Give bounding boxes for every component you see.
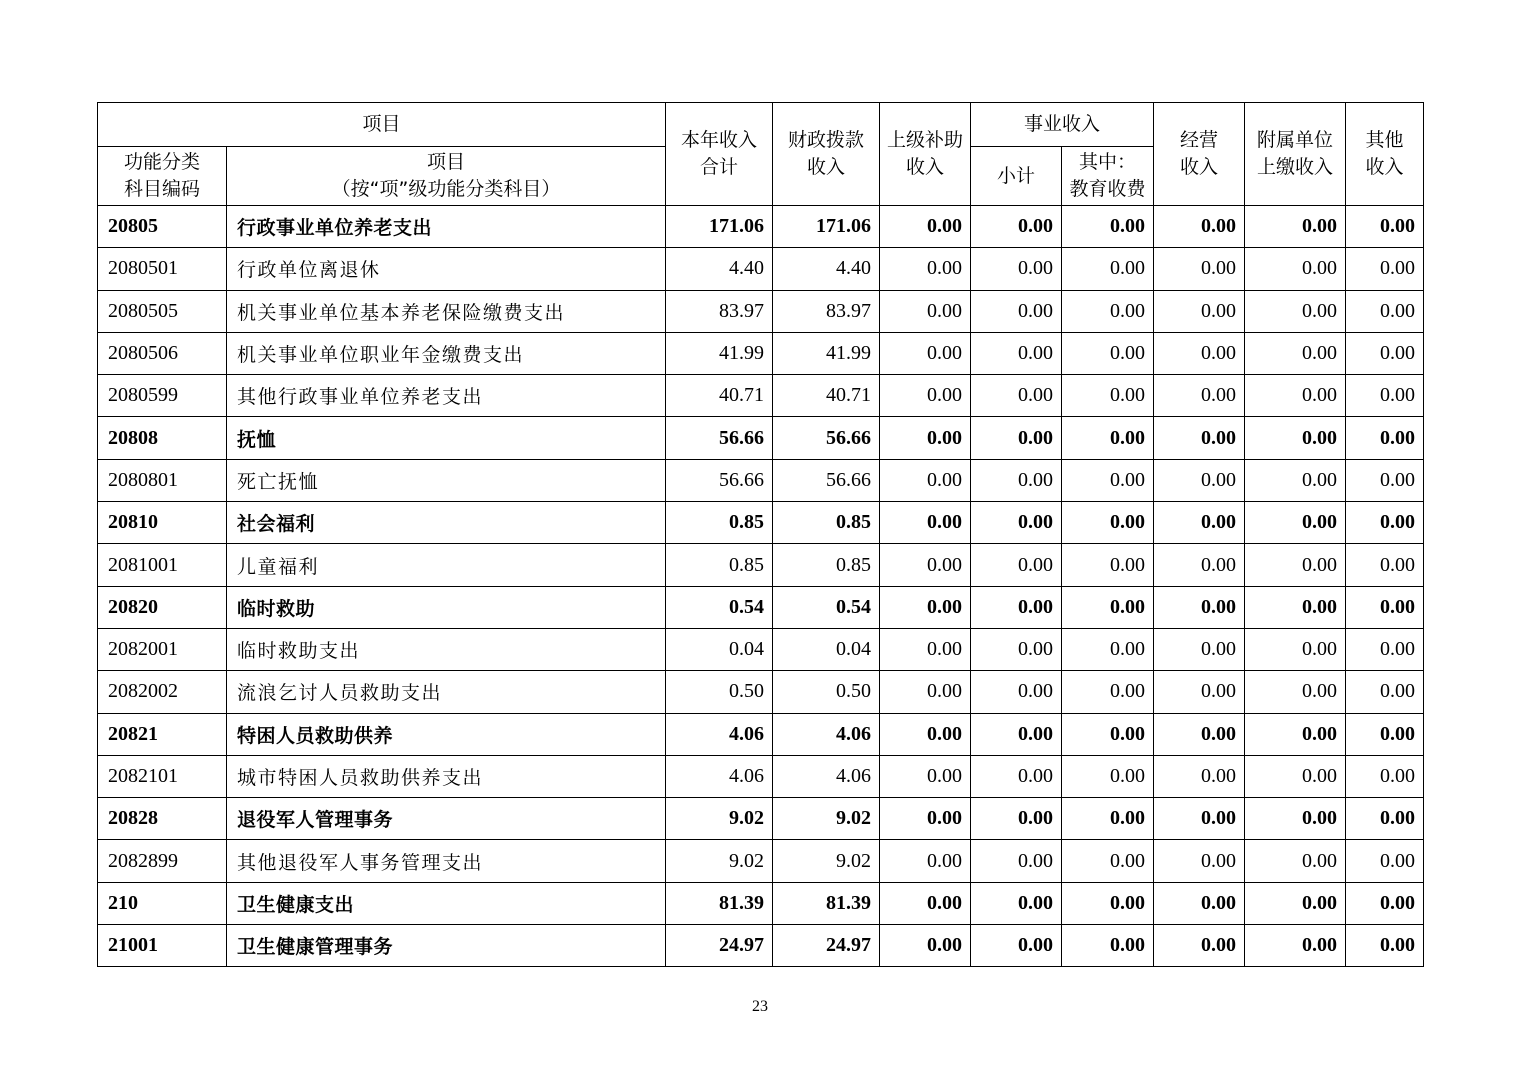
cell-other-income: 0.00 (1346, 755, 1424, 797)
table-row (98, 544, 1424, 586)
cell-item-name: 死亡抚恤 (227, 459, 666, 501)
cell-education-fees: 0.00 (1062, 459, 1154, 501)
header-code: 功能分类 科目编码 (98, 147, 227, 206)
table-row (98, 713, 1424, 755)
cell-fiscal-appropriation: 0.50 (773, 671, 880, 713)
cell-total-income: 41.99 (666, 332, 773, 374)
cell-item-name: 流浪乞讨人员救助支出 (227, 671, 666, 713)
cell-code: 210 (98, 882, 227, 924)
page-number: 23 (752, 998, 768, 1015)
cell-affiliate-income: 0.00 (1245, 502, 1346, 544)
cell-business-subtotal: 0.00 (971, 671, 1062, 713)
cell-other-income: 0.00 (1346, 248, 1424, 290)
cell-superior-subsidy: 0.00 (880, 798, 971, 840)
cell-total-income: 4.06 (666, 755, 773, 797)
cell-total-income: 171.06 (666, 206, 773, 248)
cell-superior-subsidy: 0.00 (880, 290, 971, 332)
cell-affiliate-income: 0.00 (1245, 755, 1346, 797)
cell-business-subtotal: 0.00 (971, 882, 1062, 924)
cell-total-income: 4.06 (666, 713, 773, 755)
cell-other-income: 0.00 (1346, 840, 1424, 882)
cell-business-subtotal: 0.00 (971, 206, 1062, 248)
cell-fiscal-appropriation: 56.66 (773, 459, 880, 501)
cell-code: 2082002 (98, 671, 227, 713)
cell-other-income: 0.00 (1346, 925, 1424, 967)
table-body (98, 206, 1424, 967)
cell-education-fees: 0.00 (1062, 290, 1154, 332)
cell-total-income: 56.66 (666, 417, 773, 459)
table-row (98, 417, 1424, 459)
cell-education-fees: 0.00 (1062, 882, 1154, 924)
cell-business-subtotal: 0.00 (971, 925, 1062, 967)
cell-code: 2082001 (98, 628, 227, 670)
cell-other-income: 0.00 (1346, 206, 1424, 248)
cell-other-income: 0.00 (1346, 502, 1424, 544)
cell-other-income: 0.00 (1346, 544, 1424, 586)
cell-total-income: 9.02 (666, 798, 773, 840)
cell-affiliate-income: 0.00 (1245, 248, 1346, 290)
cell-education-fees: 0.00 (1062, 755, 1154, 797)
cell-total-income: 83.97 (666, 290, 773, 332)
cell-affiliate-income: 0.00 (1245, 840, 1346, 882)
cell-other-income: 0.00 (1346, 459, 1424, 501)
cell-operating-income: 0.00 (1154, 840, 1245, 882)
cell-business-subtotal: 0.00 (971, 544, 1062, 586)
cell-education-fees: 0.00 (1062, 925, 1154, 967)
cell-affiliate-income: 0.00 (1245, 544, 1346, 586)
cell-total-income: 9.02 (666, 840, 773, 882)
header-fiscal-appropriation: 财政拨款 收入 (773, 103, 880, 206)
header-affiliate-income: 附属单位 上缴收入 (1245, 103, 1346, 206)
cell-superior-subsidy: 0.00 (880, 248, 971, 290)
cell-item-name: 其他退役军人事务管理支出 (227, 840, 666, 882)
cell-superior-subsidy: 0.00 (880, 375, 971, 417)
cell-total-income: 24.97 (666, 925, 773, 967)
cell-business-subtotal: 0.00 (971, 248, 1062, 290)
cell-education-fees: 0.00 (1062, 417, 1154, 459)
cell-operating-income: 0.00 (1154, 544, 1245, 586)
cell-item-name: 儿童福利 (227, 544, 666, 586)
cell-item-name: 其他行政事业单位养老支出 (227, 375, 666, 417)
table-row (98, 332, 1424, 374)
cell-business-subtotal: 0.00 (971, 628, 1062, 670)
cell-affiliate-income: 0.00 (1245, 798, 1346, 840)
cell-item-name: 机关事业单位基本养老保险缴费支出 (227, 290, 666, 332)
cell-fiscal-appropriation: 0.54 (773, 586, 880, 628)
table-row (98, 798, 1424, 840)
cell-item-name: 临时救助支出 (227, 628, 666, 670)
cell-fiscal-appropriation: 171.06 (773, 206, 880, 248)
cell-total-income: 81.39 (666, 882, 773, 924)
cell-affiliate-income: 0.00 (1245, 925, 1346, 967)
cell-code: 2081001 (98, 544, 227, 586)
table-row (98, 671, 1424, 713)
cell-item-name: 机关事业单位职业年金缴费支出 (227, 332, 666, 374)
table-row (98, 586, 1424, 628)
cell-business-subtotal: 0.00 (971, 586, 1062, 628)
cell-affiliate-income: 0.00 (1245, 713, 1346, 755)
cell-code: 2080599 (98, 375, 227, 417)
cell-other-income: 0.00 (1346, 798, 1424, 840)
cell-operating-income: 0.00 (1154, 586, 1245, 628)
cell-operating-income: 0.00 (1154, 671, 1245, 713)
cell-code: 20828 (98, 798, 227, 840)
cell-operating-income: 0.00 (1154, 882, 1245, 924)
cell-item-name: 行政单位离退休 (227, 248, 666, 290)
table-row (98, 206, 1424, 248)
cell-business-subtotal: 0.00 (971, 798, 1062, 840)
cell-item-name: 临时救助 (227, 586, 666, 628)
table-row (98, 882, 1424, 924)
cell-fiscal-appropriation: 56.66 (773, 417, 880, 459)
cell-total-income: 0.85 (666, 544, 773, 586)
cell-operating-income: 0.00 (1154, 248, 1245, 290)
header-subtotal: 小计 (971, 147, 1062, 206)
table-row (98, 628, 1424, 670)
cell-education-fees: 0.00 (1062, 586, 1154, 628)
cell-business-subtotal: 0.00 (971, 840, 1062, 882)
cell-operating-income: 0.00 (1154, 332, 1245, 374)
cell-operating-income: 0.00 (1154, 375, 1245, 417)
cell-fiscal-appropriation: 9.02 (773, 840, 880, 882)
cell-code: 2082101 (98, 755, 227, 797)
cell-item-name: 特困人员救助供养 (227, 713, 666, 755)
table-row (98, 840, 1424, 882)
cell-code: 20821 (98, 713, 227, 755)
cell-fiscal-appropriation: 4.40 (773, 248, 880, 290)
cell-total-income: 40.71 (666, 375, 773, 417)
cell-affiliate-income: 0.00 (1245, 671, 1346, 713)
cell-code: 20808 (98, 417, 227, 459)
cell-education-fees: 0.00 (1062, 713, 1154, 755)
cell-fiscal-appropriation: 0.04 (773, 628, 880, 670)
header-superior-subsidy: 上级补助 收入 (880, 103, 971, 206)
cell-code: 2080801 (98, 459, 227, 501)
cell-superior-subsidy: 0.00 (880, 586, 971, 628)
cell-fiscal-appropriation: 81.39 (773, 882, 880, 924)
cell-operating-income: 0.00 (1154, 459, 1245, 501)
cell-item-name: 行政事业单位养老支出 (227, 206, 666, 248)
header-project: 项目 (98, 103, 666, 147)
cell-superior-subsidy: 0.00 (880, 502, 971, 544)
header-education-fees: 其中： 教育收费 (1062, 147, 1154, 206)
cell-other-income: 0.00 (1346, 290, 1424, 332)
table-row (98, 248, 1424, 290)
cell-superior-subsidy: 0.00 (880, 713, 971, 755)
cell-education-fees: 0.00 (1062, 206, 1154, 248)
cell-affiliate-income: 0.00 (1245, 417, 1346, 459)
cell-fiscal-appropriation: 4.06 (773, 713, 880, 755)
cell-business-subtotal: 0.00 (971, 417, 1062, 459)
cell-superior-subsidy: 0.00 (880, 882, 971, 924)
cell-superior-subsidy: 0.00 (880, 206, 971, 248)
header-total-income: 本年收入 合计 (666, 103, 773, 206)
cell-item-name: 城市特困人员救助供养支出 (227, 755, 666, 797)
cell-business-subtotal: 0.00 (971, 502, 1062, 544)
cell-education-fees: 0.00 (1062, 798, 1154, 840)
cell-fiscal-appropriation: 4.06 (773, 755, 880, 797)
header-business-income: 事业收入 (971, 103, 1154, 147)
cell-fiscal-appropriation: 41.99 (773, 332, 880, 374)
cell-other-income: 0.00 (1346, 375, 1424, 417)
cell-code: 2082899 (98, 840, 227, 882)
cell-other-income: 0.00 (1346, 332, 1424, 374)
cell-item-name: 卫生健康支出 (227, 882, 666, 924)
cell-superior-subsidy: 0.00 (880, 755, 971, 797)
cell-fiscal-appropriation: 9.02 (773, 798, 880, 840)
cell-total-income: 0.04 (666, 628, 773, 670)
cell-item-name: 社会福利 (227, 502, 666, 544)
cell-affiliate-income: 0.00 (1245, 206, 1346, 248)
cell-affiliate-income: 0.00 (1245, 586, 1346, 628)
cell-business-subtotal: 0.00 (971, 375, 1062, 417)
cell-education-fees: 0.00 (1062, 544, 1154, 586)
table-row (98, 925, 1424, 967)
cell-superior-subsidy: 0.00 (880, 671, 971, 713)
cell-code: 21001 (98, 925, 227, 967)
cell-item-name: 退役军人管理事务 (227, 798, 666, 840)
cell-education-fees: 0.00 (1062, 671, 1154, 713)
cell-code: 2080505 (98, 290, 227, 332)
cell-fiscal-appropriation: 24.97 (773, 925, 880, 967)
cell-other-income: 0.00 (1346, 628, 1424, 670)
cell-code: 20810 (98, 502, 227, 544)
table-row (98, 375, 1424, 417)
cell-education-fees: 0.00 (1062, 628, 1154, 670)
cell-total-income: 56.66 (666, 459, 773, 501)
cell-education-fees: 0.00 (1062, 502, 1154, 544)
cell-total-income: 0.54 (666, 586, 773, 628)
cell-operating-income: 0.00 (1154, 290, 1245, 332)
cell-total-income: 0.50 (666, 671, 773, 713)
cell-operating-income: 0.00 (1154, 206, 1245, 248)
cell-total-income: 0.85 (666, 502, 773, 544)
cell-operating-income: 0.00 (1154, 925, 1245, 967)
cell-affiliate-income: 0.00 (1245, 882, 1346, 924)
cell-code: 20820 (98, 586, 227, 628)
cell-superior-subsidy: 0.00 (880, 459, 971, 501)
table-row (98, 755, 1424, 797)
cell-operating-income: 0.00 (1154, 755, 1245, 797)
cell-other-income: 0.00 (1346, 417, 1424, 459)
table-row (98, 290, 1424, 332)
table-header (98, 103, 1424, 206)
cell-affiliate-income: 0.00 (1245, 628, 1346, 670)
cell-item-name: 抚恤 (227, 417, 666, 459)
cell-education-fees: 0.00 (1062, 840, 1154, 882)
cell-other-income: 0.00 (1346, 671, 1424, 713)
cell-operating-income: 0.00 (1154, 713, 1245, 755)
cell-item-name: 卫生健康管理事务 (227, 925, 666, 967)
cell-fiscal-appropriation: 40.71 (773, 375, 880, 417)
header-other-income: 其他 收入 (1346, 103, 1424, 206)
cell-superior-subsidy: 0.00 (880, 628, 971, 670)
cell-operating-income: 0.00 (1154, 502, 1245, 544)
cell-operating-income: 0.00 (1154, 798, 1245, 840)
cell-code: 2080506 (98, 332, 227, 374)
cell-fiscal-appropriation: 0.85 (773, 502, 880, 544)
cell-business-subtotal: 0.00 (971, 755, 1062, 797)
cell-business-subtotal: 0.00 (971, 713, 1062, 755)
cell-superior-subsidy: 0.00 (880, 544, 971, 586)
table-row (98, 502, 1424, 544)
cell-total-income: 4.40 (666, 248, 773, 290)
header-operating-income: 经营 收入 (1154, 103, 1245, 206)
cell-superior-subsidy: 0.00 (880, 925, 971, 967)
header-item: 项目 （按“项”级功能分类科目） (227, 147, 666, 206)
table-row (98, 459, 1424, 501)
cell-other-income: 0.00 (1346, 882, 1424, 924)
cell-business-subtotal: 0.00 (971, 332, 1062, 374)
cell-operating-income: 0.00 (1154, 417, 1245, 459)
cell-other-income: 0.00 (1346, 586, 1424, 628)
cell-fiscal-appropriation: 0.85 (773, 544, 880, 586)
cell-affiliate-income: 0.00 (1245, 290, 1346, 332)
cell-other-income: 0.00 (1346, 713, 1424, 755)
cell-fiscal-appropriation: 83.97 (773, 290, 880, 332)
cell-affiliate-income: 0.00 (1245, 375, 1346, 417)
cell-code: 20805 (98, 206, 227, 248)
cell-superior-subsidy: 0.00 (880, 417, 971, 459)
cell-affiliate-income: 0.00 (1245, 459, 1346, 501)
cell-superior-subsidy: 0.00 (880, 840, 971, 882)
budget-income-table (97, 102, 1424, 967)
cell-affiliate-income: 0.00 (1245, 332, 1346, 374)
cell-education-fees: 0.00 (1062, 375, 1154, 417)
cell-code: 2080501 (98, 248, 227, 290)
cell-business-subtotal: 0.00 (971, 290, 1062, 332)
cell-business-subtotal: 0.00 (971, 459, 1062, 501)
cell-superior-subsidy: 0.00 (880, 332, 971, 374)
cell-education-fees: 0.00 (1062, 332, 1154, 374)
cell-operating-income: 0.00 (1154, 628, 1245, 670)
cell-education-fees: 0.00 (1062, 248, 1154, 290)
